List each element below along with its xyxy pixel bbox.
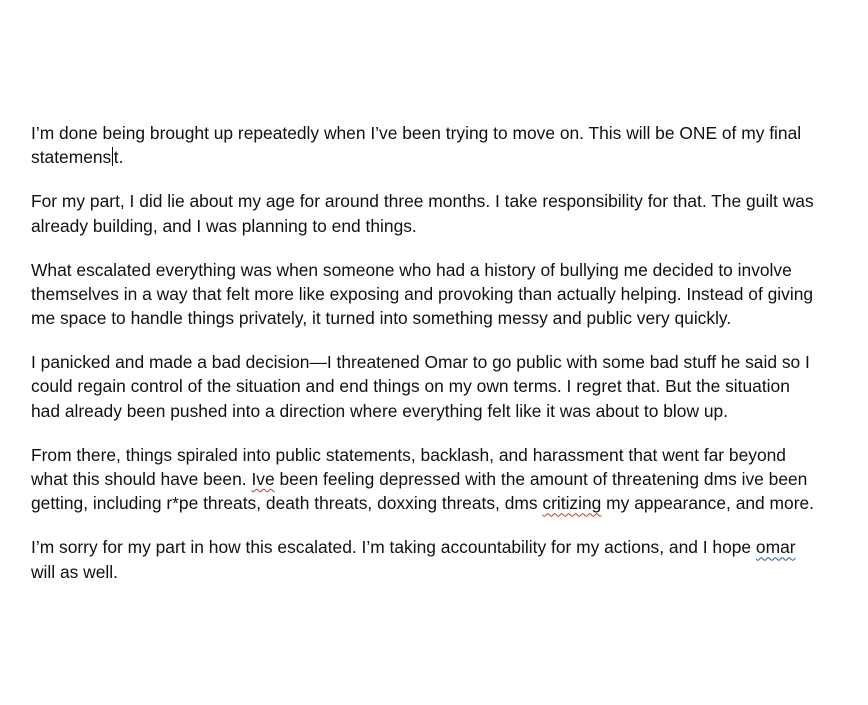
- paragraph-1[interactable]: [31, 121, 821, 170]
- paragraph-6[interactable]: [31, 535, 821, 584]
- paragraph-2[interactable]: For my part, I did lie about my age for around three months. I take responsibility for that. The guilt was already building, and I was planning to end things.: [31, 191, 814, 236]
- paragraph-1-text-a: I’m done being brought up repeatedly when I’ve been trying to move on. This will be ONE of my final statemens: [31, 123, 802, 168]
- paragraph-6-text-b: will as well.: [31, 561, 118, 582]
- paragraph-5-text-c: my appearance, and more.: [601, 493, 815, 514]
- paragraph-5[interactable]: [31, 443, 821, 516]
- grammar-flag-word[interactable]: omar: [755, 537, 796, 558]
- paragraph-1-text-b: t.: [113, 147, 124, 168]
- spelling-error-word[interactable]: Ive: [251, 469, 275, 490]
- document-body[interactable]: [31, 121, 821, 604]
- paragraph-4[interactable]: I panicked and made a bad decision—I threatened Omar to go public with some bad stuff he said so I could regain control of the situation and end things on my own terms. I regret that. But the situation had already been pushed into a direction where everything felt like it was about to blow up.: [31, 352, 810, 421]
- paragraph-6-text-a: I’m sorry for my part in how this escalated. I’m taking accountability for my actions, and I hope: [31, 537, 756, 558]
- paragraph-5-text-b: been feeling depressed with the amount of threatening dms ive been getting, including r*pe threats, death threats, doxxing threats, dms: [31, 469, 808, 514]
- paragraph-3[interactable]: What escalated everything was when someone who had a history of bullying me decided to involve themselves in a way that felt more like exposing and provoking than actually helping. Instead of giving me space to handle things privately, it turned into something messy and public very quickly.: [31, 259, 814, 329]
- paragraph-5-text-a: From there, things spiraled into public statements, backlash, and harassment that went far beyond what this should have been.: [31, 444, 786, 490]
- spelling-error-word[interactable]: critizing: [542, 493, 602, 514]
